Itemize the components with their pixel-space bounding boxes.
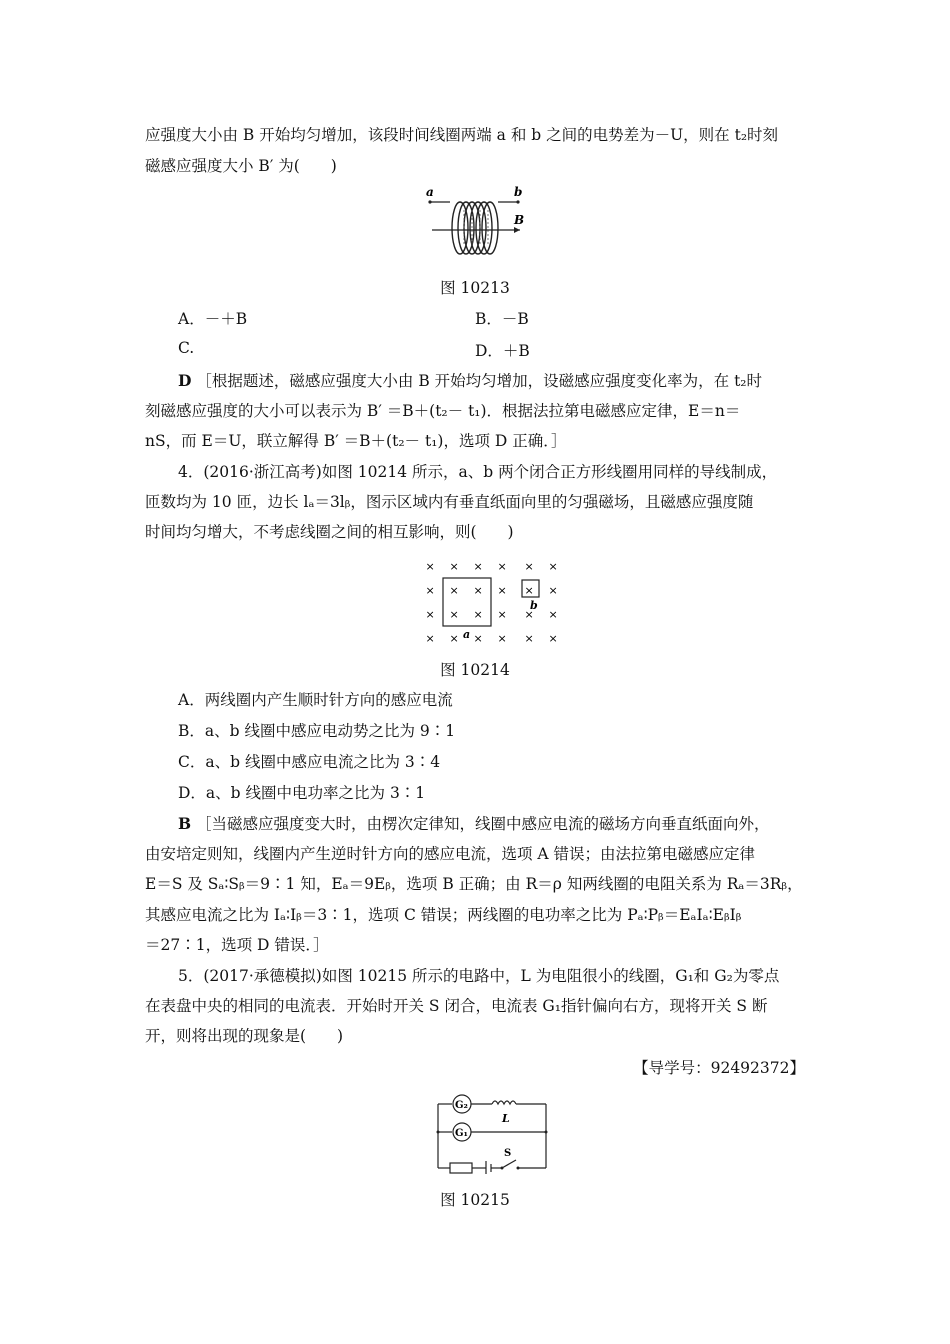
q5-text-line2: 在表盘中央的相同的电流表．开始时开关 S 闭合，电流表 G₁指针偏向右方，现将开关 S 断: [145, 997, 768, 1015]
q3-answer-letter: D: [178, 371, 192, 390]
field-cross-mark: ×: [524, 560, 534, 573]
field-cross-mark: ×: [449, 560, 459, 573]
q4-option-b: B．a、b 线圈中感应电动势之比为 9∶1: [178, 722, 456, 740]
q4-answer-text1: ［当磁感应强度变大时，由楞次定律知，线圈中感应电流的磁场方向垂直纸面向外，: [196, 815, 770, 833]
q4-answer-line2: 由安培定则知，线圈内产生逆时针方向的感应电流，选项 A 错误；由法拉第电磁感应定律: [145, 845, 756, 863]
field-cross-mark: ×: [497, 608, 507, 621]
q3-option-d: D．＋B: [475, 342, 530, 360]
coil-label-B: B: [514, 213, 525, 227]
q4-answer-letter: B: [178, 814, 192, 833]
field-cross-mark: ×: [473, 632, 483, 645]
q4-answer-line5: ＝27∶1，选项 D 错误．］: [145, 936, 329, 954]
field-cross-mark: ×: [524, 584, 534, 597]
q4-answer-line4: 其感应电流之比为 Iₐ∶Iᵦ＝3∶1，选项 C 错误；两线圈的电功率之比为 Pₐ∶Pᵦ＝EₐIₐ∶EᵦIᵦ: [145, 906, 742, 924]
figure-caption-10214: 图 10214: [440, 661, 510, 679]
field-cross-mark: ×: [449, 632, 459, 645]
q5-text-line1: 5．(2017·承德模拟)如图 10215 所示的电路中，L 为电阻很小的线圈，G₁和 G₂为零点: [178, 967, 780, 985]
field-cross-mark: ×: [449, 584, 459, 597]
field-cross-mark: ×: [548, 608, 558, 621]
q4-option-a: A．两线圈内产生顺时针方向的感应电流: [178, 691, 453, 709]
circuit-label-s: S: [504, 1148, 512, 1159]
field-label-b: b: [530, 599, 538, 612]
q3-answer-line1: [178, 370, 762, 392]
field-cross-mark: ×: [425, 560, 435, 573]
q4-option-c: C．a、b 线圈中感应电流之比为 3∶4: [178, 753, 441, 771]
q3-answer-line3: nS，而 E＝U，联立解得 B′ ＝B＋(t₂－ t₁)，选项 D 正确．］: [145, 432, 567, 450]
field-cross-mark: ×: [473, 608, 483, 621]
circuit-label-g2: G₂: [455, 1100, 468, 1111]
q3-text-line1: 应强度大小由 B 开始均匀增加，该段时间线圈两端 a 和 b 之间的电势差为－U，则在 t₂时刻: [145, 126, 779, 144]
field-cross-mark: ×: [473, 584, 483, 597]
q3-answer-text1: ［根据题述，磁感应强度大小由 B 开始均匀增加，设磁感应强度变化率为，在 t₂时: [196, 372, 763, 390]
field-cross-mark: ×: [425, 608, 435, 621]
q3-option-c: C.: [178, 339, 195, 357]
circuit-figure: [430, 1092, 555, 1174]
q4-option-d: D．a、b 线圈中电功率之比为 3∶1: [178, 784, 426, 802]
q3-option-a: A．－＋B: [178, 310, 248, 328]
field-label-a: a: [463, 628, 471, 641]
circuit-label-g1: G₁: [455, 1128, 468, 1139]
q3-option-b: B．－B: [475, 310, 529, 328]
q3-answer-line2: 刻磁感应强度的大小可以表示为 B′ ＝B＋(t₂－ t₁)．根据法拉第电磁感应定律，E＝n＝: [145, 402, 741, 420]
q3-text-line2: 磁感应强度大小 B′ 为( ): [145, 157, 337, 175]
q5-text-line3: 开，则将出现的现象是( ): [145, 1027, 344, 1045]
field-cross-mark: ×: [524, 632, 534, 645]
field-cross-mark: ×: [497, 560, 507, 573]
field-cross-mark: ×: [473, 560, 483, 573]
q4-answer-line3: E＝S 及 Sₐ∶Sᵦ＝9∶1 知，Eₐ＝9Eᵦ，选项 B 正确；由 R＝ρ 知两线圈的电阻关系为 Rₐ＝3Rᵦ，: [145, 875, 803, 893]
field-cross-mark: ×: [497, 632, 507, 645]
coil-figure: [420, 184, 530, 264]
q4-text-line1: 4．(2016·浙江高考)如图 10214 所示，a、b 两个闭合正方形线圈用同样的导线制成，: [178, 463, 778, 481]
field-cross-mark: ×: [548, 584, 558, 597]
field-cross-mark: ×: [524, 608, 534, 621]
coil-label-a: a: [426, 185, 434, 199]
field-cross-mark: ×: [497, 584, 507, 597]
figure-caption-10213: 图 10213: [440, 279, 510, 297]
field-cross-mark: ×: [425, 632, 435, 645]
field-cross-mark: ×: [548, 632, 558, 645]
q4-text-line2: 匝数均为 10 匝，边长 lₐ＝3lᵦ，图示区域内有垂直纸面向里的匀强磁场，且磁感应强度随: [145, 493, 754, 511]
guide-number: 【导学号：92492372】: [633, 1059, 805, 1077]
q4-text-line3: 时间均匀增大，不考虑线圈之间的相互影响，则( ): [145, 523, 514, 541]
field-cross-mark: ×: [425, 584, 435, 597]
field-cross-mark: ×: [449, 608, 459, 621]
coil-label-b: b: [514, 185, 523, 199]
q4-answer-line1: [178, 813, 770, 835]
field-cross-mark: ×: [548, 560, 558, 573]
circuit-label-l: L: [502, 1112, 510, 1125]
magnetic-field-figure: [418, 553, 563, 648]
figure-caption-10215: 图 10215: [440, 1191, 510, 1209]
